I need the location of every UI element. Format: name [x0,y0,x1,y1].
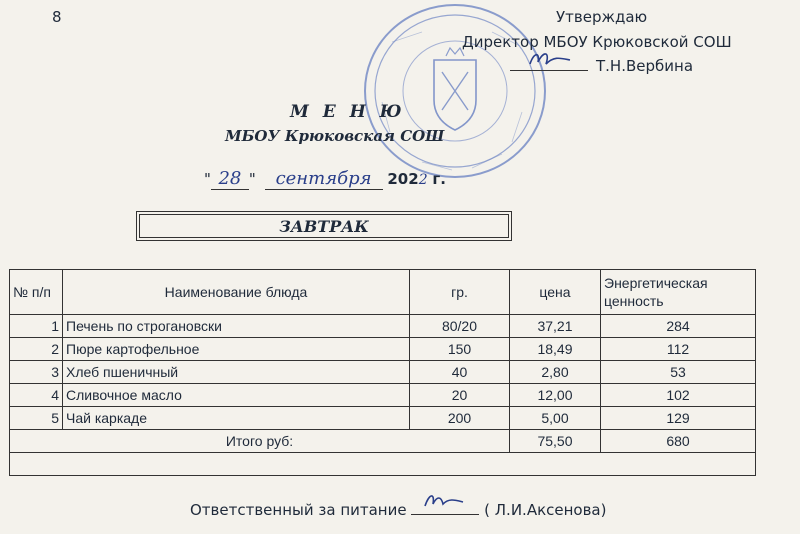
row-gr: 200 [410,407,510,430]
row-energy: 53 [601,361,756,384]
responsible-line [190,500,606,519]
date-year-suffix: г. [432,170,446,188]
responsible-name: ( Л.И.Аксенова) [484,501,607,519]
quote-close: " [248,170,256,188]
director-name: Т.Н.Вербина [596,57,694,75]
table-row [10,384,756,407]
row-price: 18,49 [510,338,601,361]
table-row [10,407,756,430]
row-num: 5 [10,407,63,430]
quote-open: " [204,170,211,188]
official-stamp [362,2,548,180]
date-year-hand: 2 [418,172,428,188]
responsible-signature-line [411,500,479,515]
blank-cell [10,453,756,476]
meal-title: ЗАВТРАК [139,214,509,238]
director-title: Директор МБОУ Крюковской СОШ [462,33,732,51]
row-num: 4 [10,384,63,407]
menu-table [9,269,756,476]
row-energy: 102 [601,384,756,407]
row-num: 2 [10,338,63,361]
table-row [10,361,756,384]
total-row [10,430,756,453]
table-header-row [10,270,756,315]
row-energy: 129 [601,407,756,430]
school-name: МБОУ Крюковская СОШ [225,127,445,145]
director-signature [510,48,588,70]
row-energy: 112 [601,338,756,361]
menu-date [204,168,446,190]
director-signature-line [510,56,588,71]
header-name: Наименование блюда [63,270,410,315]
row-energy: 284 [601,315,756,338]
table-row [10,338,756,361]
row-price: 12,00 [510,384,601,407]
date-month: сентября [275,168,372,189]
row-name: Пюре картофельное [63,338,410,361]
row-name: Сливочное масло [63,384,410,407]
row-price: 37,21 [510,315,601,338]
date-year: 202 [387,170,419,188]
responsible-signature [411,490,479,512]
row-num: 1 [10,315,63,338]
row-gr: 40 [410,361,510,384]
header-price: цена [510,270,601,315]
header-num: № п/п [10,270,63,315]
row-name: Хлеб пшеничный [63,361,410,384]
row-price: 2,80 [510,361,601,384]
row-name: Чай каркаде [63,407,410,430]
header-gr: гр. [410,270,510,315]
total-energy: 680 [601,430,756,453]
date-day: 28 [218,168,242,189]
responsible-label: Ответственный за питание [190,501,407,519]
row-price: 5,00 [510,407,601,430]
total-label: Итого руб: [10,430,510,453]
table-row [10,315,756,338]
blank-row [10,453,756,476]
row-gr: 20 [410,384,510,407]
row-gr: 150 [410,338,510,361]
page-number: 8 [52,8,62,26]
row-gr: 80/20 [410,315,510,338]
row-name: Печень по строгановски [63,315,410,338]
row-num: 3 [10,361,63,384]
header-energy: Энергетическая ценность [601,270,756,315]
menu-title: М Е Н Ю [290,102,406,122]
approve-word: Утверждаю [556,8,648,26]
total-price: 75,50 [510,430,601,453]
meal-box [136,211,512,241]
